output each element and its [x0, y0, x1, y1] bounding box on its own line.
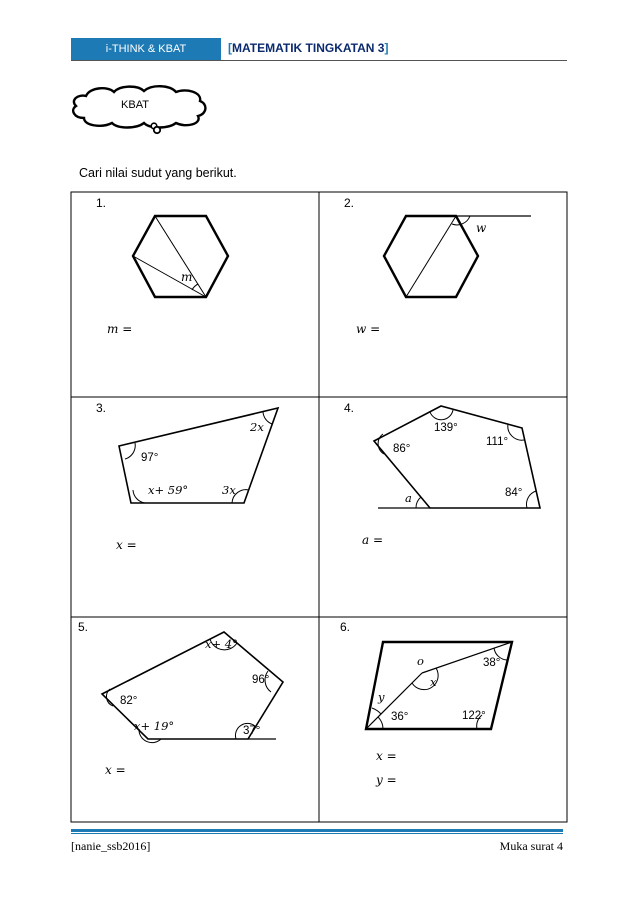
- footer-rule-thick: [71, 829, 563, 832]
- header-band-text: i-THINK & KBAT: [105, 43, 187, 55]
- q1-label-m: m: [181, 270, 193, 284]
- q5-answer: [105, 763, 126, 777]
- q6-label-o: o: [417, 654, 424, 668]
- q6-label-y: y: [378, 690, 385, 704]
- q4-answer-var: a: [362, 533, 370, 547]
- q5-pentagon-figure: [102, 632, 283, 743]
- q4-answer: [362, 533, 383, 547]
- footer-page-number: Muka surat 4: [499, 839, 563, 853]
- question-number-1: 1.: [96, 196, 107, 210]
- q6-answer-x-eq: =: [386, 749, 397, 763]
- q6-parallelogram-figure: [366, 642, 512, 729]
- q2-hexagon-figure: [384, 216, 531, 297]
- q3-label-2x: 2x: [250, 420, 264, 434]
- q6-answer-y-var: y: [376, 773, 383, 787]
- q5-answer-var: x: [105, 763, 112, 777]
- q5-label-x4: x+ 4°: [205, 637, 238, 651]
- question-number-4: 4.: [344, 401, 355, 415]
- q3-label-x59: x+ 59°: [148, 483, 189, 497]
- footer-rule-thin: [71, 833, 563, 834]
- instruction-text: Cari nilai sudut yang berikut.: [79, 166, 237, 180]
- q6-label-122: 122°: [462, 710, 486, 722]
- q2-answer: [356, 322, 380, 336]
- q6-answer-x-var: x: [376, 749, 383, 763]
- q6-answer-x: [376, 749, 397, 763]
- q6-answer-y: [376, 773, 397, 787]
- q2-answer-eq: =: [370, 322, 381, 336]
- footer-author: [nanie_ssb2016]: [71, 839, 151, 853]
- q5-label-37: 37°: [243, 725, 261, 737]
- q4-label-84: 84°: [505, 487, 523, 499]
- q6-label-x: x: [430, 675, 437, 689]
- q4-answer-eq: =: [372, 533, 384, 547]
- question-number-3: 3.: [96, 401, 107, 415]
- q4-label-a: a: [405, 491, 412, 505]
- q5-label-82: 82°: [120, 695, 138, 707]
- q3-quadrilateral-figure: [119, 408, 278, 503]
- q4-label-86: 86°: [393, 443, 411, 455]
- q2-label-w: w: [476, 221, 487, 235]
- question-number-6: 6.: [340, 620, 351, 634]
- q6-label-38: 38°: [483, 657, 501, 669]
- q6-label-36: 36°: [391, 711, 409, 723]
- q3-answer-eq: =: [126, 538, 137, 552]
- q3-label-3x: 3x: [222, 483, 236, 497]
- q3-answer: [116, 538, 137, 552]
- q4-label-139: 139°: [434, 422, 458, 434]
- q6-answer-y-eq: =: [386, 773, 397, 787]
- q5-label-x19: x+ 19°: [134, 719, 175, 733]
- question-number-5: 5.: [78, 620, 89, 634]
- q4-pentagon-figure: [374, 406, 540, 508]
- header-title: [MATEMATIK TINGKATAN 3]: [228, 41, 389, 55]
- cloud-label: KBAT: [121, 99, 149, 111]
- q3-answer-var: x: [116, 538, 123, 552]
- q2-answer-var: w: [356, 322, 367, 336]
- q5-answer-eq: =: [115, 763, 126, 777]
- header-title-text: MATEMATIK TINGKATAN 3: [232, 41, 385, 55]
- q1-answer: [107, 322, 132, 336]
- question-number-2: 2.: [344, 196, 355, 210]
- q4-label-111: 111°: [486, 436, 509, 448]
- q1-hexagon-figure: [133, 216, 228, 297]
- q5-label-96: 96°: [252, 674, 270, 686]
- q3-label-97: 97°: [141, 452, 159, 464]
- q1-answer-var: m: [107, 322, 119, 336]
- q1-answer-eq: =: [122, 322, 133, 336]
